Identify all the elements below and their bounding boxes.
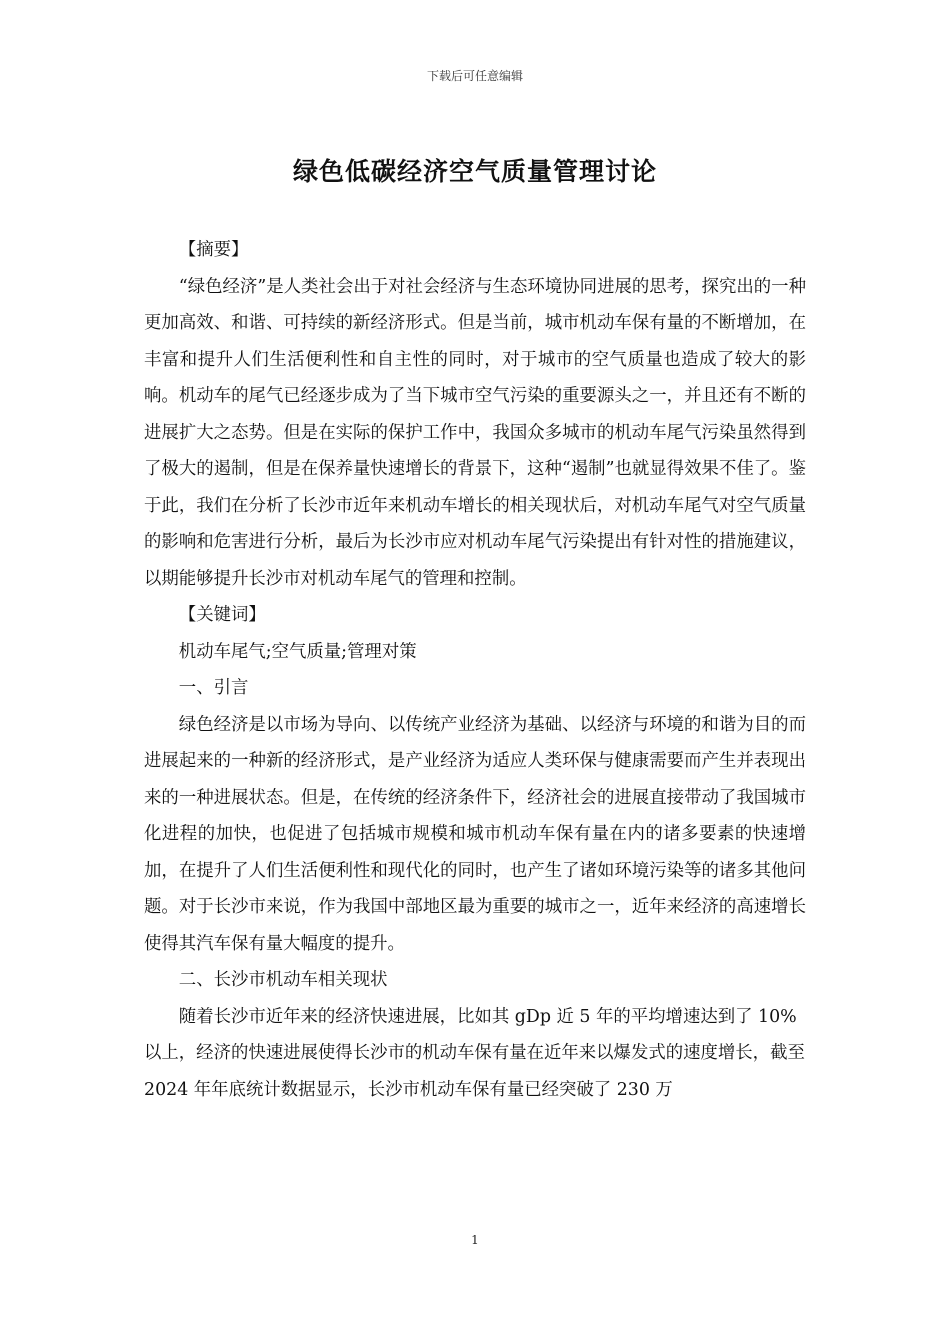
section-1-heading: 一、引言 — [178, 678, 249, 698]
section-2-heading: 二、长沙市机动车相关现状 — [178, 970, 388, 990]
keywords-heading: 【关键词】 — [178, 605, 266, 625]
section-2-paragraph: 随着长沙市近年来的经济快速进展，比如其 gDp 近 5 年的平均增速达到了 10%以上，经济的快速进展使得长沙市的机动车保有量在近年来以爆发式的速度增长，截至 2024 年年底统计数据显示，长沙市机动车保有量已经突破了 230 万 — [144, 1006, 805, 1100]
abstract-paragraph: “绿色经济”是人类社会出于对社会经济与生态环境协同进展的思考，探究出的一种更加高效、和谐、可持续的新经济形式。但是当前，城市机动车保有量的不断增加，在丰富和提升人们生活便利性和自主性的同时，对于城市的空气质量也造成了较大的影响。机动车的尾气已经逐步成为了当下城市空气污染的重要源头之一，并且还有不断的进展扩大之态势。但是在实际的保护工作中，我国众多城市的机动车尾气污染虽然得到了极大的遏制，但是在保养量快速增长的背景下，这种“遏制”也就显得效果不佳了。鉴于此，我们在分析了长沙市近年来机动车增长的相关现状后，对机动车尾气对空气质量的影响和危害进行分析，最后为长沙市应对机动车尾气污染提出有针对性的措施建议，以期能够提升长沙市对机动车尾气的管理和控制。 — [144, 276, 806, 589]
header-note: 下载后可任意编辑 — [426, 69, 523, 83]
document-title: 绿色低碳经济空气质量管理讨论 — [292, 157, 657, 186]
section-1-paragraph: 绿色经济是以市场为导向、以传统产业经济为基础、以经济与环境的和谐为目的而进展起来的一种新的经济形式，是产业经济为适应人类环保与健康需要而产生并表现出来的一种进展状态。但是，在传统的经济条件下，经济社会的进展直接带动了我国城市化进程的加快，也促进了包括城市规模和城市机动车保有量在内的诸多要素的快速增加，在提升了人们生活便利性和现代化的同时，也产生了诸如环境污染等的诸多其他问题。对于长沙市来说，作为我国中部地区最为重要的城市之一，近年来经济的高速增长使得其汽车保有量大幅度的提升。 — [144, 714, 806, 954]
abstract-heading: 【摘要】 — [178, 240, 249, 260]
keywords-paragraph: 机动车尾气;空气质量;管理对策 — [178, 641, 417, 662]
document-body — [144, 232, 806, 1108]
page-number: 1 — [471, 1233, 479, 1247]
